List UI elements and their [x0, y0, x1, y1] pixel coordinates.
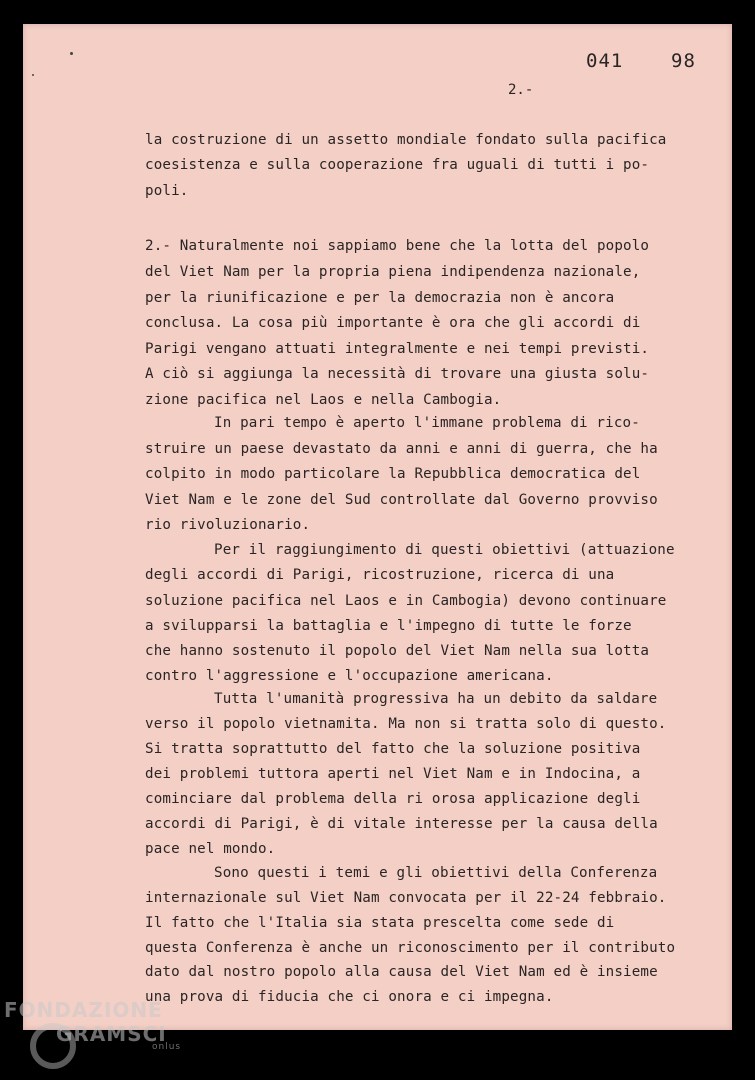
- text-line: Viet Nam e le zone del Sud controllate dal Governo provviso: [145, 492, 658, 508]
- text-line: struire un paese devastato da anni e anni di guerra, che ha: [145, 441, 658, 457]
- ink-speck: [70, 52, 73, 55]
- text-line: questa Conferenza è anche un riconoscimento per il contributo: [145, 940, 676, 956]
- watermark-line2: GRAMSCI: [56, 1022, 167, 1046]
- text-line: Si tratta soprattutto del fatto che la soluzione positiva: [145, 741, 641, 757]
- text-line: colpito in modo particolare la Repubblica democratica del: [145, 466, 641, 482]
- text-line: pace nel mondo.: [145, 841, 276, 857]
- watermark-line1: FONDAZIONE: [4, 998, 163, 1022]
- text-line: la costruzione di un assetto mondiale fondato sulla pacifica: [145, 132, 667, 148]
- text-line: rio rivoluzionario.: [145, 517, 311, 533]
- text-line: poli.: [145, 183, 189, 199]
- text-line: internazionale sul Viet Nam convocata per il 22-24 febbraio.: [145, 890, 667, 906]
- text-line: conclusa. La cosa più importante è ora che gli accordi di: [145, 315, 641, 331]
- text-line: Tutta l'umanità progressiva ha un debito da saldare: [214, 691, 658, 707]
- text-line: accordi di Parigi, è di vitale interesse per la causa della: [145, 816, 658, 832]
- text-line: Parigi vengano attuati integralmente e nei tempi previsti.: [145, 341, 650, 357]
- text-line: dato dal nostro popolo alla causa del Viet Nam ed è insieme: [145, 964, 658, 980]
- archive-code: 041: [586, 50, 624, 72]
- text-line: soluzione pacifica nel Laos e in Cambogia) devono continuare: [145, 593, 667, 609]
- watermark-suffix: onlus: [152, 1042, 182, 1052]
- text-line: del Viet Nam per la propria piena indipendenza nazionale,: [145, 264, 641, 280]
- text-line: verso il popolo vietnamita. Ma non si tratta solo di questo.: [145, 716, 667, 732]
- text-line: Per il raggiungimento di questi obiettivi (attuazione: [214, 542, 675, 558]
- text-line: Sono questi i temi e gli obiettivi della Conferenza: [214, 865, 658, 881]
- text-line: 2.- Naturalmente noi sappiamo bene che la lotta del popolo: [145, 238, 650, 254]
- text-line: zione pacifica nel Laos e nella Cambogia.: [145, 392, 502, 408]
- text-line: che hanno sostenuto il popolo del Viet Nam nella sua lotta: [145, 643, 650, 659]
- text-line: contro l'aggressione e l'occupazione americana.: [145, 668, 554, 684]
- text-line: cominciare dal problema della ri orosa applicazione degli: [145, 791, 641, 807]
- text-line: degli accordi di Parigi, ricostruzione, ricerca di una: [145, 567, 615, 583]
- text-line: Il fatto che l'Italia sia stata prescelta come sede di: [145, 915, 615, 931]
- text-line: per la riunificazione e per la democrazia non è ancora: [145, 290, 615, 306]
- text-line: dei problemi tuttora aperti nel Viet Nam e in Indocina, a: [145, 766, 641, 782]
- text-line: a svilupparsi la battaglia e l'impegno di tutte le forze: [145, 618, 632, 634]
- page-number: 2.-: [508, 82, 534, 98]
- archive-number: 98: [671, 50, 696, 72]
- text-line: In pari tempo è aperto l'immane problema di rico-: [214, 415, 640, 431]
- text-line: una prova di fiducia che ci onora e ci impegna.: [145, 989, 554, 1005]
- ink-speck: [32, 74, 34, 76]
- text-line: coesistenza e sulla cooperazione fra uguali di tutti i po-: [145, 157, 650, 173]
- text-line: A ciò si aggiunga la necessità di trovare una giusta solu-: [145, 366, 650, 382]
